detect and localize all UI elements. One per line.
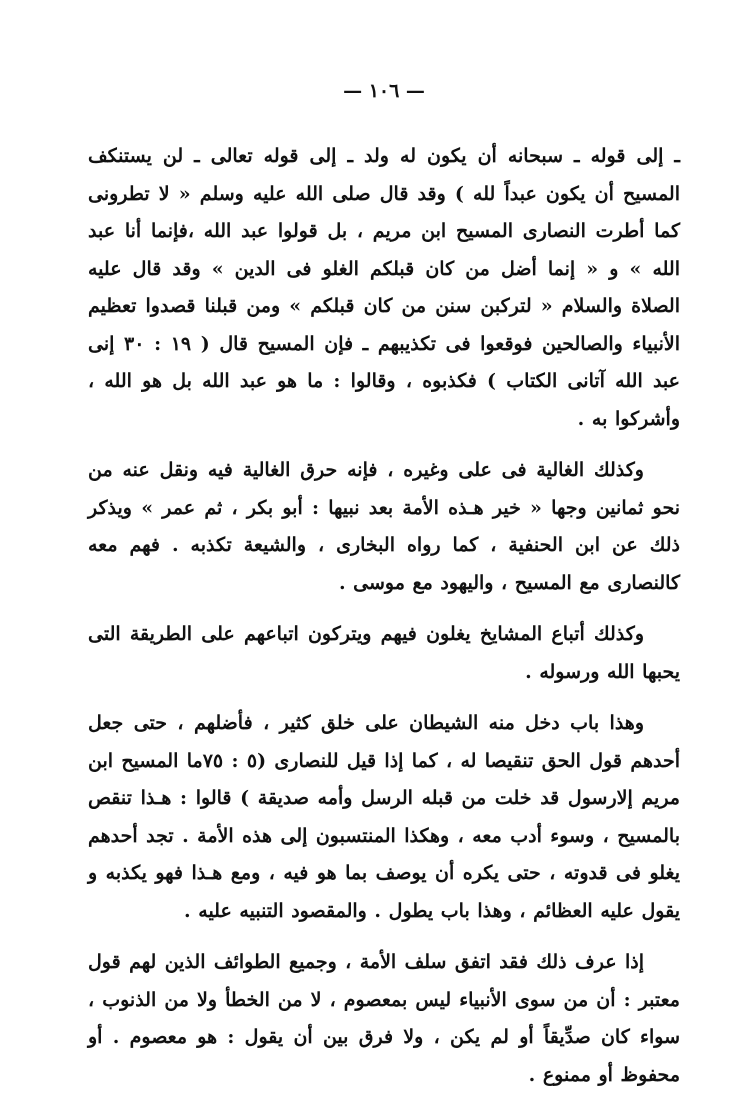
paragraph-5: إذا عرف ذلك فقد اتفق سلف الأمة ، وجميع الطوائف الذين لهم قول معتبر : أن من سوى الأنبياء ليس بمعصوم ، لا من الخطأ ولا من الذنوب ، سواء كان صدِّيقاً أو لم يكن ، ولا فرق بين أن يقول : هو معصوم . أو محفوظ أو ممنوع . — [88, 951, 680, 1086]
paragraph-2: وكذلك الغالية فى على وغيره ، فإنه حرق الغالية فيه ونقل عنه من نحو ثمانين وجها « خير هـذه الأمة بعد نبيها : أبو بكر ، ثم عمر » ويذكر ذلك عن ابن الحنفية ، كما رواه البخارى ، والشيعة تكذبه . فهم معه كالنصارى مع المسيح ، واليهود مع موسى . — [88, 459, 680, 594]
paragraph-1: ـ إلى قوله ـ سبحانه أن يكون له ولد ـ إلى قوله تعالى ـ لن يستنكف المسيح أن يكون عبداً لله ) وقد قال صلى الله عليه وسلم « لا تطرونى كما أطرت النصارى المسيح ابن مريم ، بل قولوا عبد الله ،فإنما أنا عبد الله » و « إنما أضل من كان قبلكم الغلو فى الدين » وقد قال عليه الصلاة والسلام « لتركبن سنن من كان قبلكم » ومن قبلنا قصدوا تعظيم الأنبياء والصالحين فوقعوا فى تكذيبهم ـ فإن المسيح قال ( ١٩ : ٣٠ إنى عبد الله آتانى الكتاب ) فكذبوه ، وقالوا : ما هو عبد الله بل هو الله ، وأشركوا به . — [88, 145, 680, 430]
paragraph-3: وكذلك أتباع المشايخ يغلون فيهم ويتركون اتباعهم على الطريقة التى يحبها الله ورسوله . — [88, 623, 680, 683]
page-text-body — [88, 138, 680, 1108]
paragraph-4: وهذا باب دخل منه الشيطان على خلق كثير ، فأضلهم ، حتى جعل أحدهم قول الحق تنقيصا له ، كما إذا قيل للنصارى (٥ : ٧٥ما المسيح ابن مريم إلارسول قد خلت من قبله الرسل وأمه صديقة ) قالوا : هـذا تنقص بالمسيح ، وسوء أدب معه ، وهكذا المنتسبون إلى هذه الأمة . تجد أحدهم يغلو فى قدوته ، حتى يكره أن يوصف بما هو فيه ، ومع هـذا فهو يكذبه و يقول عليه العظائم ، وهذا باب يطول . والمقصود التنبيه عليه . — [88, 712, 680, 922]
book-page — [88, 0, 680, 1086]
page-number: — ١٠٦ — — [343, 80, 425, 102]
